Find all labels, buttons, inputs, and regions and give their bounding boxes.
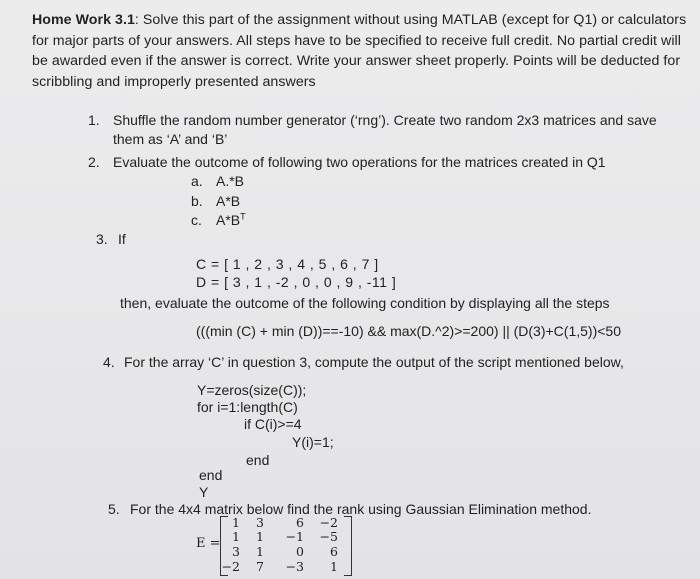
q3-then-text: then, evaluate the outcome of the following condition by displaying all the steps	[120, 295, 610, 311]
matrix-e-label: E =	[196, 536, 221, 551]
q2-item-c-label: c.	[191, 212, 202, 228]
matrix-cell: 3	[232, 544, 240, 559]
matrix-cell: 3	[256, 515, 264, 530]
q1-number: 1.	[88, 112, 100, 128]
matrix-cell: −1	[285, 529, 304, 544]
q2-item-b-expr: A*B	[216, 193, 241, 209]
q2-item-c-expr: $A*B^T$	[216, 211, 246, 228]
q1-text-line1: Shuffle the random number generator (‘rng’). Create two random 2x3 matrices and save	[113, 112, 657, 128]
matrix-cell: 6	[330, 544, 338, 559]
matrix-cell: −5	[319, 529, 338, 544]
q2-item-a-label: a.	[191, 173, 203, 189]
q4-code-line-2: for i=1:length(C)	[197, 399, 298, 415]
q2-number: 2.	[88, 154, 100, 170]
matrix-cell: 1	[256, 529, 264, 544]
q4-code-line-4: Y(i)=1;	[292, 434, 334, 450]
matrix-e	[196, 516, 356, 578]
q3-number: 3.	[96, 231, 108, 247]
matrix-cell: −3	[285, 559, 304, 574]
intro-instructions: : Solve this part of the assignment without using MATLAB (except for Q1) or calculators for major parts of your answers. All steps have to be specified to receive full credit. No partial credit will be awarded even if the answer is correct. Write your answer sheet properly. Points will be deducted for scribbling and improperly presented answers	[32, 12, 687, 90]
q4-code-line-6: end	[199, 467, 223, 483]
q3-if: If	[118, 231, 126, 247]
q4-text: For the array ‘C’ in question 3, compute the output of the script mentioned below,	[124, 354, 624, 370]
q3-condition: (((min (C) + min (D))==-10) && max(D.^2)>=200) || (D(3)+C(1,5))<50	[196, 323, 621, 339]
matrix-cell: 1	[232, 515, 240, 530]
matrix-right-bracket	[344, 516, 352, 576]
matrix-cell: −2	[319, 515, 338, 530]
transpose-superscript: T	[240, 211, 246, 222]
q3-d-definition: D = [ 3 , 1 , -2 , 0 , 0 , 9 , -11 ]	[196, 274, 397, 290]
q2-item-b-label: b.	[191, 193, 203, 209]
q4-number: 4.	[103, 354, 115, 370]
matrix-cell: 1	[330, 559, 338, 574]
q4-code-line-7: Y	[199, 484, 209, 500]
intro-paragraph	[32, 10, 692, 92]
q4-code-line-1: Y=zeros(size(C));	[197, 382, 307, 398]
q2-text: Evaluate the outcome of following two operations for the matrices created in Q1	[113, 154, 606, 170]
homework-title: Home Work 3.1	[32, 12, 135, 28]
q5-number: 5.	[108, 501, 120, 517]
matrix-cell: 6	[296, 515, 304, 530]
q5-text: For the 4x4 matrix below find the rank using Gaussian Elimination method.	[130, 501, 592, 517]
matrix-cell: 1	[232, 529, 240, 544]
q4-code-line-3: if C(i)>=4	[244, 416, 302, 432]
matrix-cell: −2	[221, 559, 240, 574]
matrix-cell: 7	[256, 559, 264, 574]
q1-text-line2: them as ‘A’ and ‘B’	[113, 131, 228, 147]
matrix-cell: 1	[256, 544, 264, 559]
matrix-cell: 0	[296, 544, 304, 559]
q2-item-a-expr: A.*B	[216, 173, 245, 189]
q4-code-line-5: end	[246, 452, 270, 468]
q3-c-definition: C = [ 1 , 2 , 3 , 4 , 5 , 6 , 7 ]	[196, 256, 379, 272]
